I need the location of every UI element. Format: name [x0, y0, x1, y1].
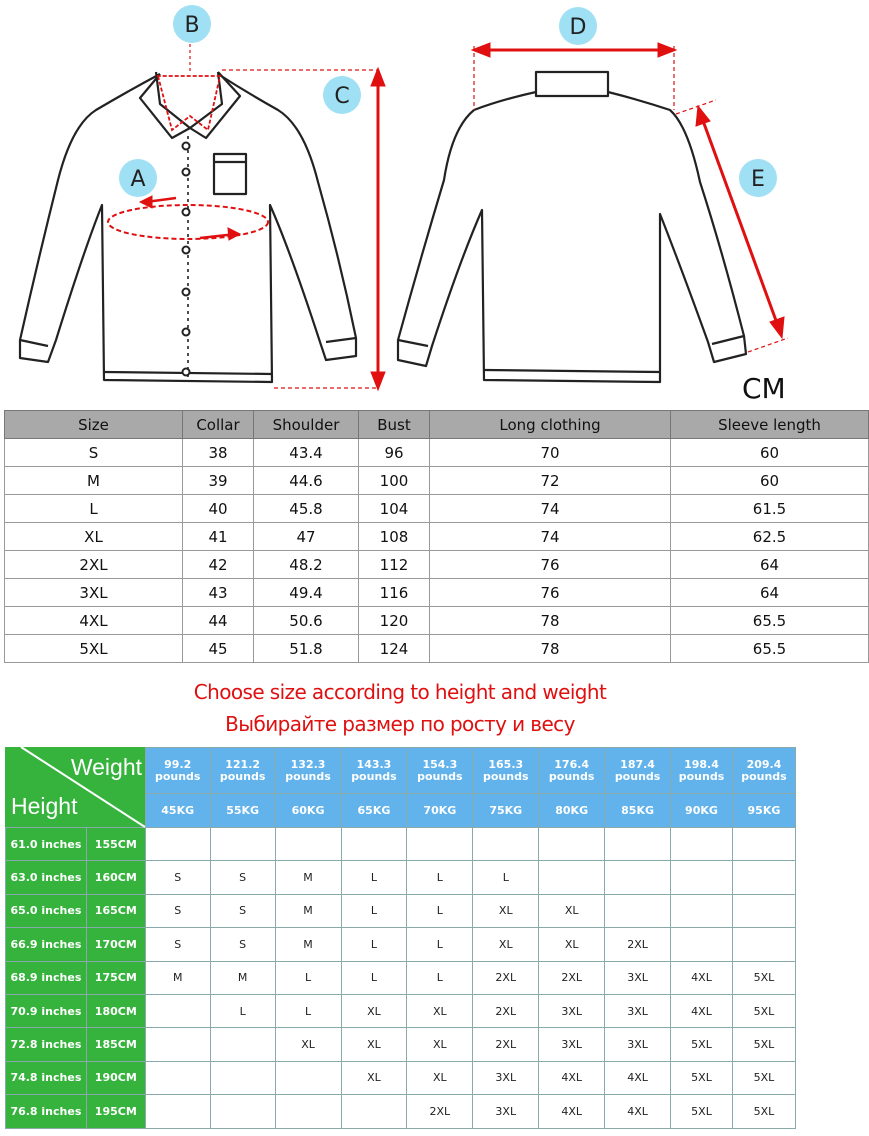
size-table-cell: S: [5, 439, 183, 467]
size-table-cell: 4XL: [5, 607, 183, 635]
weight-pounds-value: 187.4: [620, 757, 655, 771]
weight-kg-header: 65KG: [341, 794, 407, 828]
size-recommendation-cell: L: [341, 928, 407, 961]
size-recommendation-cell: 3XL: [605, 994, 671, 1027]
size-table-cell: 3XL: [5, 579, 183, 607]
weight-pounds-unit: pounds: [741, 769, 787, 783]
height-axis-label: Height: [11, 793, 78, 819]
size-table-cell: 104: [359, 495, 430, 523]
weight-pounds-value: 209.4: [746, 757, 782, 771]
size-table-cell: 50.6: [254, 607, 359, 635]
size-recommendation-cell: [671, 828, 733, 861]
height-cm-label: 180CM: [86, 994, 145, 1027]
height-cm-label: 175CM: [86, 961, 145, 994]
chart-corner-header: [5, 747, 145, 827]
size-table-cell: 47: [254, 523, 359, 551]
size-recommendation-cell: 4XL: [539, 1095, 605, 1128]
size-recommendation-cell: XL: [539, 894, 605, 927]
size-recommendation-cell: XL: [539, 928, 605, 961]
size-recommendation-cell: 4XL: [605, 1061, 671, 1094]
weight-pounds-value: 198.4: [684, 757, 719, 771]
size-recommendation-cell: 4XL: [539, 1061, 605, 1094]
size-table-cell: 78: [430, 607, 671, 635]
size-recommendation-cell: XL: [473, 894, 539, 927]
size-recommendation-cell: L: [407, 961, 473, 994]
height-inches-label: 66.9 inches: [6, 928, 87, 961]
size-table-row: [5, 551, 869, 579]
weight-kg-header: 60KG: [275, 794, 341, 828]
size-table-cell: 39: [183, 467, 254, 495]
height-weight-size-chart: [5, 747, 796, 1132]
size-guide-heading-english: Choose size according to height and weight: [193, 680, 607, 704]
size-table-row: [5, 467, 869, 495]
size-recommendation-cell: L: [407, 928, 473, 961]
size-table-header-cell: Size: [5, 411, 183, 439]
size-recommendation-cell: 5XL: [732, 1061, 795, 1094]
weight-kg-header: 95KG: [732, 794, 795, 828]
weight-pounds-header: [473, 748, 539, 794]
size-table-cell: 44: [183, 607, 254, 635]
size-recommendation-cell: [341, 828, 407, 861]
size-recommendation-cell: XL: [407, 1028, 473, 1061]
weight-pounds-value: 176.4: [554, 757, 590, 771]
size-recommendation-cell: 3XL: [473, 1061, 539, 1094]
size-recommendation-cell: [671, 894, 733, 927]
size-recommendation-cell: M: [210, 961, 275, 994]
weight-kg-header: 75KG: [473, 794, 539, 828]
weight-pounds-unit: pounds: [219, 769, 266, 783]
height-cm-label: 165CM: [86, 894, 145, 927]
size-table-cell: 108: [359, 523, 430, 551]
shirt-measurement-diagram: [0, 0, 800, 405]
weight-pounds-header: [539, 748, 605, 794]
size-table-row: [5, 635, 869, 663]
size-recommendation-cell: 2XL: [539, 961, 605, 994]
marker-d: D: [569, 15, 587, 40]
size-table-cell: 42: [183, 551, 254, 579]
size-table-cell: 78: [430, 635, 671, 663]
size-table-cell: 49.4: [254, 579, 359, 607]
size-recommendation-cell: L: [275, 994, 341, 1027]
size-recommendation-cell: [605, 861, 671, 894]
size-recommendation-cell: [605, 828, 671, 861]
size-recommendation-cell: 5XL: [732, 1095, 795, 1128]
size-table-cell: 44.6: [254, 467, 359, 495]
size-table-row: [5, 439, 869, 467]
size-recommendation-cell: [210, 1095, 275, 1128]
weight-pounds-value: 165.3: [488, 757, 524, 771]
size-table-cell: 48.2: [254, 551, 359, 579]
size-table-cell: 5XL: [5, 635, 183, 663]
size-table-cell: 124: [359, 635, 430, 663]
height-inches-label: 72.8 inches: [6, 1028, 87, 1061]
size-recommendation-cell: [145, 1095, 210, 1128]
size-recommendation-cell: [473, 828, 539, 861]
size-recommendation-cell: [671, 928, 733, 961]
size-recommendation-cell: [732, 861, 795, 894]
size-recommendation-cell: [210, 828, 275, 861]
size-table-cell: 2XL: [5, 551, 183, 579]
size-table-row: [5, 495, 869, 523]
weight-pounds-value: 143.3: [356, 757, 392, 771]
marker-circles: [119, 5, 777, 197]
size-recommendation-cell: L: [275, 961, 341, 994]
size-table-cell: L: [5, 495, 183, 523]
size-recommendation-cell: S: [145, 928, 210, 961]
height-row: [6, 828, 796, 861]
unit-label: CM: [742, 372, 786, 405]
weight-pounds-value: 154.3: [422, 757, 458, 771]
weight-kg-header: 45KG: [145, 794, 210, 828]
size-recommendation-cell: S: [210, 894, 275, 927]
size-recommendation-cell: 3XL: [539, 1028, 605, 1061]
size-recommendation-cell: 5XL: [732, 994, 795, 1027]
weight-pounds-unit: pounds: [483, 769, 529, 783]
shirt-illustration: [0, 0, 800, 405]
height-row: [6, 994, 796, 1027]
weight-pounds-unit: pounds: [285, 769, 331, 783]
size-table-cell: 45: [183, 635, 254, 663]
size-recommendation-cell: XL: [407, 1061, 473, 1094]
size-table-cell: 60: [671, 439, 869, 467]
size-recommendation-cell: [275, 1095, 341, 1128]
size-recommendation-cell: M: [275, 928, 341, 961]
size-recommendation-cell: [732, 928, 795, 961]
size-recommendation-cell: XL: [341, 1061, 407, 1094]
size-recommendation-cell: [210, 1028, 275, 1061]
size-recommendation-cell: [732, 894, 795, 927]
size-recommendation-cell: 2XL: [407, 1095, 473, 1128]
weight-kg-header: 70KG: [407, 794, 473, 828]
size-table-header: [5, 411, 869, 439]
size-recommendation-cell: L: [210, 994, 275, 1027]
height-row: [6, 1095, 796, 1128]
size-table-cell: 51.8: [254, 635, 359, 663]
size-recommendation-cell: L: [407, 861, 473, 894]
height-cm-label: 155CM: [86, 828, 145, 861]
height-cm-label: 170CM: [86, 928, 145, 961]
height-cm-label: 160CM: [86, 861, 145, 894]
size-recommendation-cell: 4XL: [671, 994, 733, 1027]
size-table-cell: 64: [671, 551, 869, 579]
size-recommendation-cell: XL: [341, 994, 407, 1027]
weight-pounds-header: [210, 748, 275, 794]
size-recommendation-cell: S: [145, 861, 210, 894]
size-table-header-cell: Shoulder: [254, 411, 359, 439]
size-recommendation-cell: 3XL: [539, 994, 605, 1027]
height-cm-label: 185CM: [86, 1028, 145, 1061]
size-recommendation-cell: [407, 828, 473, 861]
measurement-guides: [108, 43, 788, 390]
height-cm-label: 195CM: [86, 1095, 145, 1128]
size-guide-heading-russian: Выбирайте размер по росту и весу: [225, 712, 575, 736]
size-recommendation-cell: M: [275, 861, 341, 894]
size-recommendation-cell: [671, 861, 733, 894]
size-table-row: [5, 579, 869, 607]
size-recommendation-cell: L: [473, 861, 539, 894]
size-recommendation-cell: [732, 828, 795, 861]
marker-a: A: [130, 167, 146, 192]
size-table-cell: 45.8: [254, 495, 359, 523]
size-recommendation-cell: M: [145, 961, 210, 994]
size-table-cell: 120: [359, 607, 430, 635]
height-inches-label: 70.9 inches: [6, 994, 87, 1027]
size-recommendation-cell: 3XL: [473, 1095, 539, 1128]
size-table-cell: 60: [671, 467, 869, 495]
size-table-cell: 62.5: [671, 523, 869, 551]
height-cm-label: 190CM: [86, 1061, 145, 1094]
size-recommendation-cell: L: [341, 961, 407, 994]
size-table-cell: 72: [430, 467, 671, 495]
weight-pounds-unit: pounds: [154, 769, 201, 783]
height-row: [6, 928, 796, 961]
size-table-cell: 43.4: [254, 439, 359, 467]
weight-pounds-unit: pounds: [351, 769, 397, 783]
size-recommendation-cell: 5XL: [732, 961, 795, 994]
weight-kg-header: 85KG: [605, 794, 671, 828]
size-recommendation-cell: [275, 828, 341, 861]
size-table-cell: 76: [430, 551, 671, 579]
size-recommendation-cell: [275, 1061, 341, 1094]
weight-kg-header: 55KG: [210, 794, 275, 828]
marker-c: C: [334, 84, 350, 109]
height-inches-label: 63.0 inches: [6, 861, 87, 894]
size-recommendation-cell: 2XL: [473, 994, 539, 1027]
weight-pounds-header: [407, 748, 473, 794]
weight-pounds-header: [145, 748, 210, 794]
size-table-cell: 38: [183, 439, 254, 467]
size-table-cell: 70: [430, 439, 671, 467]
size-table-cell: 116: [359, 579, 430, 607]
size-table-row: [5, 607, 869, 635]
size-recommendation-cell: S: [210, 861, 275, 894]
weight-pounds-header: [605, 748, 671, 794]
size-table-cell: 74: [430, 523, 671, 551]
weight-pounds-unit: pounds: [548, 769, 595, 783]
size-table-cell: 64: [671, 579, 869, 607]
size-recommendation-cell: L: [407, 894, 473, 927]
weight-pounds-value: 132.3: [290, 757, 326, 771]
size-recommendation-cell: 3XL: [605, 1028, 671, 1061]
size-recommendation-cell: [539, 861, 605, 894]
weight-kg-header: 80KG: [539, 794, 605, 828]
size-recommendation-cell: L: [341, 861, 407, 894]
size-table-cell: 76: [430, 579, 671, 607]
size-table-header-cell: Collar: [183, 411, 254, 439]
weight-pounds-unit: pounds: [614, 769, 661, 783]
size-recommendation-cell: S: [210, 928, 275, 961]
size-recommendation-cell: [210, 1061, 275, 1094]
weight-kg-header: 90KG: [671, 794, 733, 828]
size-table-cell: 40: [183, 495, 254, 523]
size-recommendation-cell: 4XL: [671, 961, 733, 994]
shirt-back: [398, 72, 746, 382]
height-row: [6, 861, 796, 894]
height-inches-label: 68.9 inches: [6, 961, 87, 994]
height-inches-label: 76.8 inches: [6, 1095, 87, 1128]
size-table-row: [5, 523, 869, 551]
size-recommendation-cell: [341, 1095, 407, 1128]
weight-axis-label: Weight: [70, 754, 142, 780]
size-recommendation-cell: 2XL: [605, 928, 671, 961]
weight-pounds-unit: pounds: [678, 769, 725, 783]
size-table-cell: M: [5, 467, 183, 495]
height-row: [6, 1028, 796, 1061]
weight-pounds-header: [341, 748, 407, 794]
size-table-cell: 61.5: [671, 495, 869, 523]
size-table-cell: 96: [359, 439, 430, 467]
size-recommendation-cell: 4XL: [605, 1095, 671, 1128]
size-table-cell: 65.5: [671, 607, 869, 635]
size-recommendation-cell: S: [145, 894, 210, 927]
size-recommendation-cell: [605, 894, 671, 927]
size-recommendation-cell: [145, 994, 210, 1027]
marker-b: B: [184, 13, 200, 38]
size-recommendation-cell: 5XL: [671, 1028, 733, 1061]
size-recommendation-cell: L: [341, 894, 407, 927]
size-recommendation-cell: XL: [473, 928, 539, 961]
size-table-cell: 74: [430, 495, 671, 523]
size-table-cell: 65.5: [671, 635, 869, 663]
size-table-cell: 41: [183, 523, 254, 551]
size-recommendation-cell: XL: [275, 1028, 341, 1061]
size-table-header-cell: Sleeve length: [671, 411, 869, 439]
size-recommendation-cell: 5XL: [671, 1095, 733, 1128]
weight-pounds-unit: pounds: [417, 769, 463, 783]
size-recommendation-cell: 2XL: [473, 1028, 539, 1061]
weight-pounds-value: 99.2: [164, 757, 192, 771]
height-row: [6, 961, 796, 994]
height-inches-label: 74.8 inches: [6, 1061, 87, 1094]
size-recommendation-cell: XL: [341, 1028, 407, 1061]
size-measurement-table: [4, 410, 869, 663]
size-recommendation-cell: [145, 828, 210, 861]
size-table-cell: 112: [359, 551, 430, 579]
weight-pounds-value: 121.2: [225, 757, 261, 771]
size-recommendation-cell: 3XL: [605, 961, 671, 994]
size-table-cell: 100: [359, 467, 430, 495]
weight-pounds-header: [275, 748, 341, 794]
size-recommendation-cell: [539, 828, 605, 861]
height-inches-label: 65.0 inches: [6, 894, 87, 927]
size-recommendation-cell: 2XL: [473, 961, 539, 994]
size-recommendation-cell: [145, 1028, 210, 1061]
size-recommendation-cell: XL: [407, 994, 473, 1027]
size-recommendation-cell: 5XL: [732, 1028, 795, 1061]
size-table-header-cell: Long clothing: [430, 411, 671, 439]
height-inches-label: 61.0 inches: [6, 828, 87, 861]
weight-pounds-header: [671, 748, 733, 794]
size-recommendation-cell: M: [275, 894, 341, 927]
size-table-header-cell: Bust: [359, 411, 430, 439]
weight-pounds-header: [732, 748, 795, 794]
height-row: [6, 894, 796, 927]
size-recommendation-cell: 5XL: [671, 1061, 733, 1094]
size-table-cell: 43: [183, 579, 254, 607]
size-recommendation-cell: [145, 1061, 210, 1094]
size-table-cell: XL: [5, 523, 183, 551]
height-row: [6, 1061, 796, 1094]
marker-e: E: [751, 167, 765, 192]
